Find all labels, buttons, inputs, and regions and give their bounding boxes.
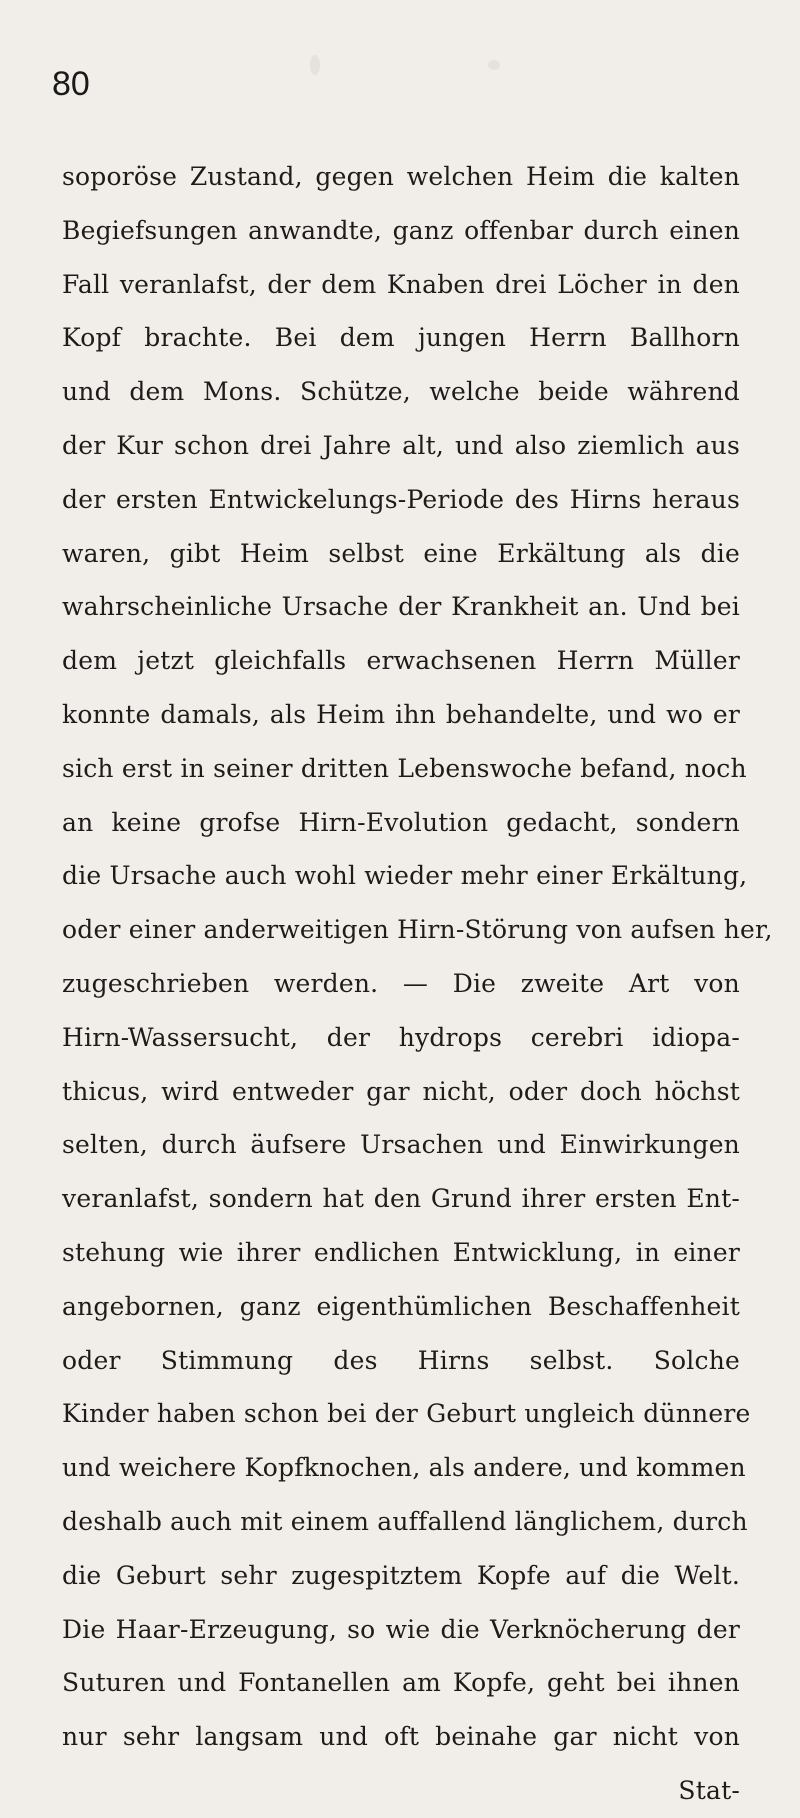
text-line: selten, durch äufsere Ursachen und Einwirkungen — [62, 1130, 740, 1160]
paper-smudge — [488, 60, 500, 70]
text-line: Fall veranlafst, der dem Knaben drei Löcher in den — [62, 269, 740, 299]
text-line: der ersten Entwickelungs-Periode des Hirns heraus — [62, 484, 740, 514]
text-line: nur sehr langsam und oft beinahe gar nicht von — [62, 1722, 740, 1752]
text-line: und dem Mons. Schütze, welche beide während — [62, 377, 740, 407]
text-line: und weichere Kopfknochen, als andere, und kommen — [62, 1453, 746, 1483]
text-line: soporöse Zustand, gegen welchen Heim die kalten — [62, 162, 740, 191]
text-line: Kopf brachte. Bei dem jungen Herrn Ballhorn — [62, 323, 740, 353]
text-line: Begiefsungen anwandte, ganz offenbar durch einen — [62, 215, 740, 245]
text-line: konnte damals, als Heim ihn behandelte, und wo er — [62, 699, 740, 729]
text-line: Hirn-Wassersucht, der hydrops cerebri idiopa- — [62, 1022, 740, 1052]
text-line: Die Haar-Erzeugung, so wie die Verknöcherung der — [62, 1614, 740, 1644]
text-line: Kinder haben schon bei der Geburt ungleich dünnere — [62, 1399, 751, 1429]
text-line: dem jetzt gleichfalls erwachsenen Herrn Müller — [62, 646, 740, 676]
text-line: an keine grofse Hirn-Evolution gedacht, sondern — [62, 807, 740, 837]
text-line: deshalb auch mit einem auffallend länglichem, durch — [62, 1506, 748, 1536]
text-line: Suturen und Fontanellen am Kopfe, geht bei ihnen — [62, 1668, 740, 1698]
text-line: die Ursache auch wohl wieder mehr einer Erkältung, — [62, 861, 748, 891]
text-line: der Kur schon drei Jahre alt, und also ziemlich aus — [62, 430, 740, 460]
paper-smudge — [310, 55, 320, 75]
text-line: wahrscheinliche Ursache der Krankheit an. Und bei — [62, 592, 740, 622]
body-text — [62, 150, 773, 1818]
text-line: oder einer anderweitigen Hirn-Störung von aufsen her, — [62, 915, 773, 945]
text-line: die Geburt sehr zugespitztem Kopfe auf die Welt. — [62, 1560, 740, 1590]
text-line: sich erst in seiner dritten Lebenswoche befand, noch — [62, 753, 747, 783]
text-line: zugeschrieben werden. — Die zweite Art von — [62, 968, 740, 998]
text-line: angebornen, ganz eigenthümlichen Beschaffenheit — [62, 1291, 740, 1321]
text-line: veranlafst, sondern hat den Grund ihrer ersten Ent- — [62, 1184, 740, 1214]
catchword: Stat- — [678, 1775, 740, 1805]
text-line: stehung wie ihrer endlichen Entwicklung, in einer — [62, 1237, 740, 1267]
text-line: thicus, wird entweder gar nicht, oder doch höchst — [62, 1076, 740, 1106]
text-line: oder Stimmung des Hirns selbst. Solche — [62, 1345, 740, 1375]
page-number: 80 — [52, 65, 90, 103]
text-line: waren, gibt Heim selbst eine Erkältung als die — [62, 538, 740, 568]
